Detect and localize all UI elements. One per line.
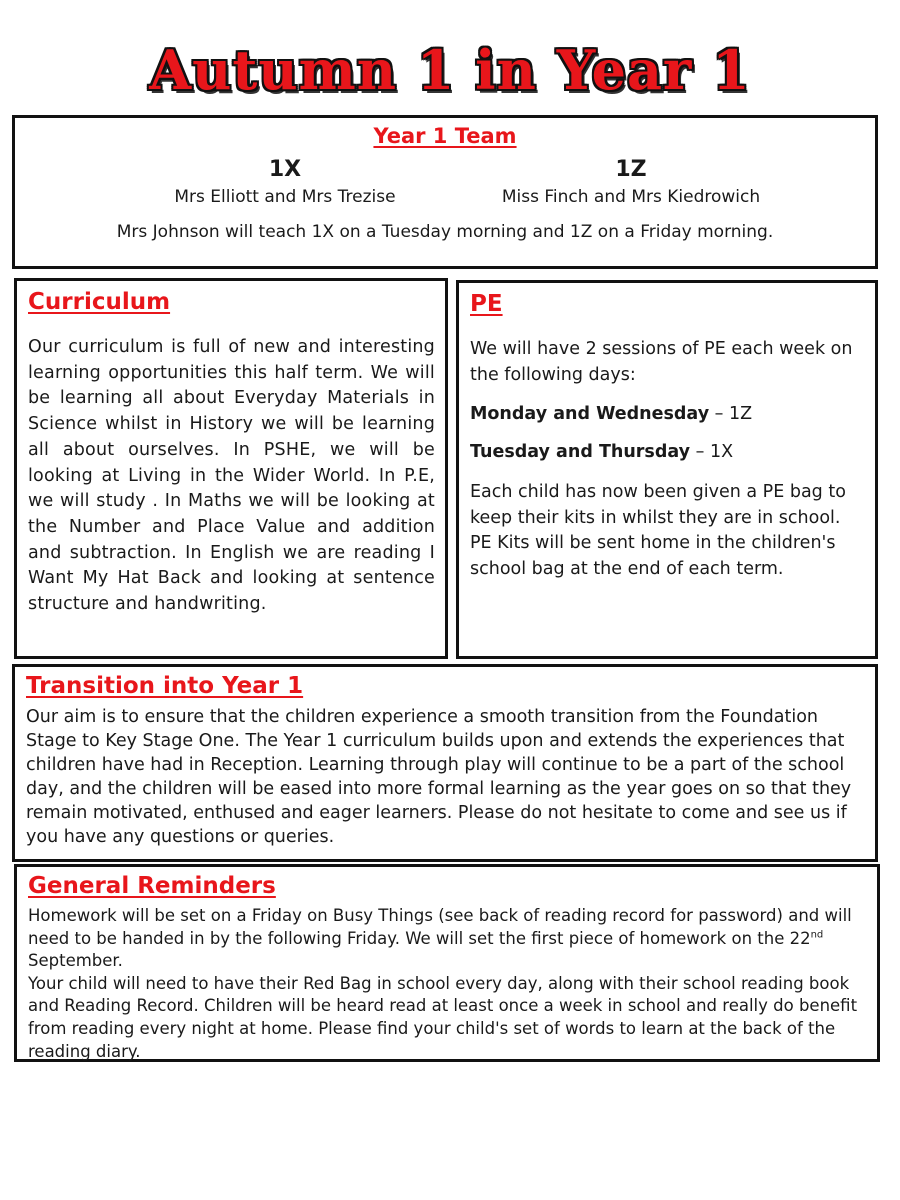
homework-reminder <box>28 905 873 973</box>
pe-days-1x: Tuesday and Thursday <box>470 442 691 462</box>
transition-body: Our aim is to ensure that the children experience a smooth transition from the Foundation Stage to Key Stage One. The Year 1 curriculum builds upon and extends the experiences that children have had in Reception. Learning through play will continue to be a part of the school day, and the children will be eased into more formal learning as the year goes on so that they remain motivated, enthused and eager learners. Please do not hesitate to come and see us if you have any questions or queries. <box>26 707 852 847</box>
class-1z <box>481 156 781 208</box>
pe-bag-note: Each child has now been given a PE bag to keep their kits in whilst they are in school. PE Kits will be sent home in the children's school bag at the end of each term. <box>470 482 846 579</box>
pe-class-1x: – 1X <box>690 442 734 462</box>
class-code-1x: 1X <box>268 157 302 182</box>
team-note: Mrs Johnson will teach 1X on a Tuesday morning and 1Z on a Friday morning. <box>116 222 774 242</box>
class-1x <box>135 156 435 208</box>
curriculum-body: Our curriculum is full of new and interesting learning opportunities this half term. We will be learning all about Everyday Materials in Science whilst in History we will be learning all about ourselves. In PSHE, we will be looking at Living in the Wider World. In P.E, we will study . In Maths we will be looking at the Number and Place Value and addition and subtraction. In English we are reading I Want My Hat Back and looking at sentence structure and handwriting. <box>28 337 435 615</box>
pe-schedule-1x <box>470 440 865 466</box>
homework-text: Homework will be set on a Friday on Busy Things (see back of reading record for password) and will need to be handed in by the following Friday. We will set the first piece of homework on the 22 <box>28 906 852 948</box>
pe-box <box>456 280 878 659</box>
curriculum-heading: Curriculum <box>28 289 171 315</box>
curriculum-box <box>14 278 448 659</box>
team-heading: Year 1 Team <box>373 124 517 148</box>
homework-text-end: September. <box>28 951 123 971</box>
pe-class-1z: – 1Z <box>709 404 753 424</box>
pe-intro: We will have 2 sessions of PE each week on the following days: <box>470 339 853 385</box>
homework-date-suffix: nd <box>810 929 824 941</box>
pe-schedule-1z <box>470 402 865 428</box>
pe-heading: PE <box>470 291 503 317</box>
red-bag-reminder: Your child will need to have their Red Bag in school every day, along with their school reading book and Reading Record. Children will be heard read at least once a week in school and really do benefit from reading every night at home. Please find your child's set of words to learn at the back of the reading diary. <box>28 973 858 1061</box>
class-teachers-1x: Mrs Elliott and Mrs Trezise <box>174 187 396 207</box>
reminders-heading: General Reminders <box>28 873 276 899</box>
team-box <box>12 115 878 269</box>
pe-days-1z: Monday and Wednesday <box>470 404 710 424</box>
page-title: Autumn 1 in Year 1 <box>149 38 751 102</box>
class-code-1z: 1Z <box>615 157 647 182</box>
reminders-body <box>28 905 873 1063</box>
transition-heading: Transition into Year 1 <box>26 673 304 699</box>
transition-box <box>12 664 878 862</box>
class-teachers-1z: Miss Finch and Mrs Kiedrowich <box>501 187 761 207</box>
reminders-box <box>14 864 880 1062</box>
